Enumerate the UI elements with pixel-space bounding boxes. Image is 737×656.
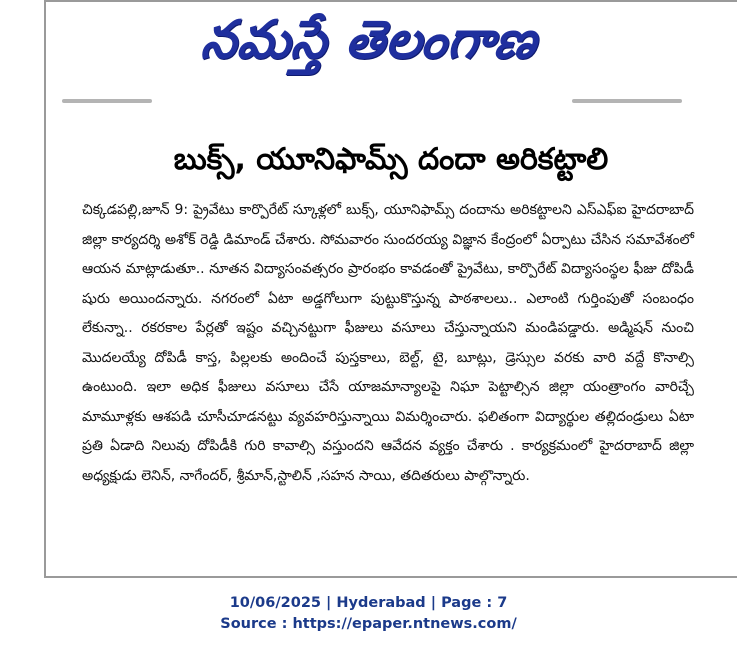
footer-source-line: Source : https://epaper.ntnews.com/ [220, 616, 517, 632]
clipped-header-strip [62, 94, 682, 108]
article-body: చిక్కడపల్లి,జూన్ 9: ప్రైవేటు కార్పొరేట్ స్కూళ్లలో బుక్స్, యూనిఫామ్స్ దందాను అరికట్టాలని ఎస్ఎఫ్ఐ హైదరాబాద్ జిల్లా కార్యదర్శి అశోక్ రెడ్డి డిమాండ్ చేశారు. సోమవారం సుందరయ్య విజ్ఞాన కేంద్రంలో ఏర్పాటు చేసిన సమావేశంలో ఆయన మాట్లాడుతూ.. నూతన విద్యాసంవత్సరం ప్రారంభం కావడంతో ప్రైవేటు, కార్పొరేట్ విద్యాసంస్థల ఫీజు దోపిడీ షురు అయిందన్నారు. నగరంలో ఏటా అడ్డగోలుగా పుట్టుకొస్తున్న పాఠశాలలు.. ఎలాంటి గుర్తింపుతో సంబంధం లేకున్నా.. రకరకాల పేర్లతో ఇష్టం వచ్చినట్టుగా ఫీజులు వసూలు చేస్తున్నాయని మండిపడ్డారు. అడ్మిషన్ నుంచి మొదలయ్యే దోపిడీ కాస్త, పిల్లలకు అందించే పుస్తకాలు, బెల్ట్, టై, బూట్లు, డ్రెస్సుల వరకు వారి వద్దే కొనాల్సి ఉంటుంది. ఇలా అధిక ఫీజులు వసూలు చేసే యాజమాన్యాలపై నిఘా పెట్టాల్సిన జిల్లా యంత్రాంగం వారిచ్చే మామూళ్లకు ఆశపడి చూసీచూడనట్టు వ్యవహరిస్తున్నాయి విమర్శించారు. ఫలితంగా విద్యార్థుల తల్లిదండ్రులు ఏటా ప్రతి ఏడాది నిలువు దోపిడీకి గురి కావాల్సి వస్తుందని ఆవేదన వ్యక్తం చేశారు . కార్యక్రమంలో హైదరాబాద్ జిల్లా అధ్యక్షుడు లెనిన్, నాగేందర్, శ్రీమాన్,స్టాలిన్ ,సహన సాయి, తదితరులు పాల్గొన్నారు. [82, 202, 694, 484]
footer-date-line: 10/06/2025 | Hyderabad | Page : 7 [229, 595, 508, 611]
article-headline: బుక్స్, యూనిఫామ్స్ దందా అరికట్టాలి [173, 142, 609, 177]
masthead [0, 0, 737, 92]
newspaper-logo: నమస్తే తెలంగాణ [198, 8, 541, 70]
clipped-text-fragment-left [62, 99, 152, 103]
clipping-footer [0, 593, 737, 635]
clipped-text-fragment-right [572, 99, 682, 103]
